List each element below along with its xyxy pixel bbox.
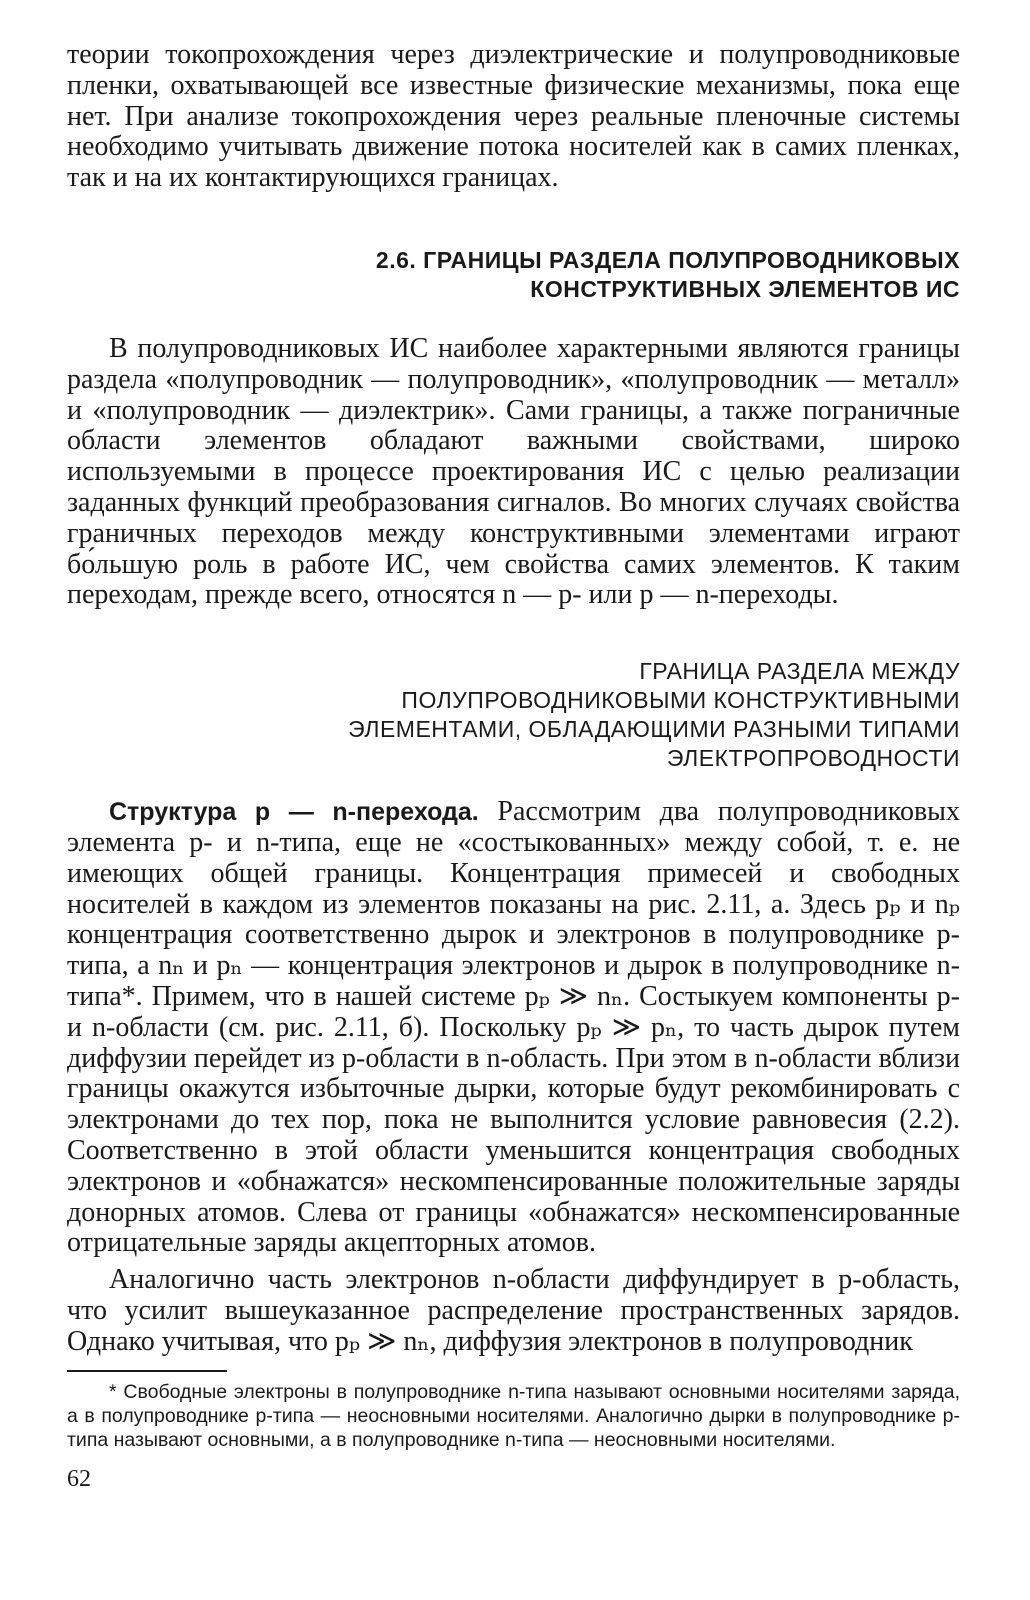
section-paragraph: В полупроводниковых ИС наиболее характерными являются границы раздела «полупроводник — полупроводник», «полупроводник — металл» и «полупроводник — диэлектрик». Сами границы, а также пограничные области элементов обладают важными свойствами, широко используемыми в процессе проектирования ИС с целью реализации заданных функций преобразования сигналов. Во многих случаях свойства граничных переходов между конструктивными элементами играют бо́льшую роль в работе ИС, чем свойства самих элементов. К таким переходам, прежде всего, относятся n — p- или p — n-переходы. bbox=[67, 332, 960, 611]
structure-paragraph bbox=[67, 797, 960, 1259]
page-number: 62 bbox=[67, 1465, 91, 1492]
subsection-heading-line-2: ПОЛУПРОВОДНИКОВЫМИ КОНСТРУКТИВНЫМИ bbox=[401, 687, 960, 714]
last-paragraph: Аналогично часть электронов n-области диффундирует в p-область, что усилит вышеуказанное распределение пространственных зарядов. Однако учитывая, что pₚ ≫ nₙ, диффузия электронов в полупроводник bbox=[67, 1264, 960, 1357]
structure-paragraph-text: Рассмотрим два полупроводниковых элемента p- и n-типа, еще не «состыкованных» между собой, т. е. не имеющих общей границы. Концентрация примесей и свободных носителей в каждом из элементов показаны на рис. 2.11, а. Здесь pₚ и nₚ концентрация соответственно дырок и электронов в полупроводнике p-типа, а nₙ и pₙ — концентрация электронов и дырок в полупроводнике n-типа*. Примем, что в нашей системе pₚ ≫ nₙ. Состыкуем компоненты p- и n-области (см. рис. 2.11, б). Поскольку pₚ ≫ pₙ, то часть дырок путем диффузии перейдет из p-области в n-область. При этом в n-области вблизи границы окажутся избыточные дырки, которые будут рекомбинировать с электронами до тех пор, пока не выполнится условие равновесия (2.2). Соответственно в этой области уменьшится концентрация свободных электронов и «обнажатся» нескомпенсированные положительные заряды донорных атомов. Слева от границы «обнажатся» нескомпенсированные отрицательные заряды акцепторных атомов. bbox=[67, 796, 960, 1259]
section-heading-line-2: КОНСТРУКТИВНЫХ ЭЛЕМЕНТОВ ИС bbox=[530, 275, 960, 302]
subsection-heading-line-4: ЭЛЕКТРОПРОВОДНОСТИ bbox=[666, 745, 960, 772]
subsection-heading-line-1: ГРАНИЦА РАЗДЕЛА МЕЖДУ bbox=[639, 658, 960, 685]
section-heading-line-1: 2.6. ГРАНИЦЫ РАЗДЕЛА ПОЛУПРОВОДНИКОВЫХ bbox=[375, 246, 960, 273]
footnote: * Свободные электроны в полупроводнике n-типа называют основными носителями заряда, а в полупроводнике p-типа — неосновными носителями. Аналогично дырки в полупроводнике p-типа называют основными, а в полупроводнике n-типа — неосновными носителями. bbox=[67, 1380, 960, 1451]
section-heading bbox=[67, 246, 960, 304]
intro-paragraph: теории токопрохождения через диэлектрические и полупроводниковые пленки, охватывающей все известные физические механизмы, пока еще нет. При анализе токопрохождения через реальные пленочные системы необходимо учитывать движение потока носителей как в самих пленках, так и на их контактирующихся границах. bbox=[67, 39, 960, 194]
footnote-divider bbox=[67, 1370, 227, 1372]
subsection-heading-line-3: ЭЛЕМЕНТАМИ, ОБЛАДАЮЩИМИ РАЗНЫМИ ТИПАМИ bbox=[348, 716, 960, 743]
subsection-heading bbox=[67, 657, 960, 773]
run-in-heading: Структура p — n-перехода. bbox=[109, 798, 479, 827]
